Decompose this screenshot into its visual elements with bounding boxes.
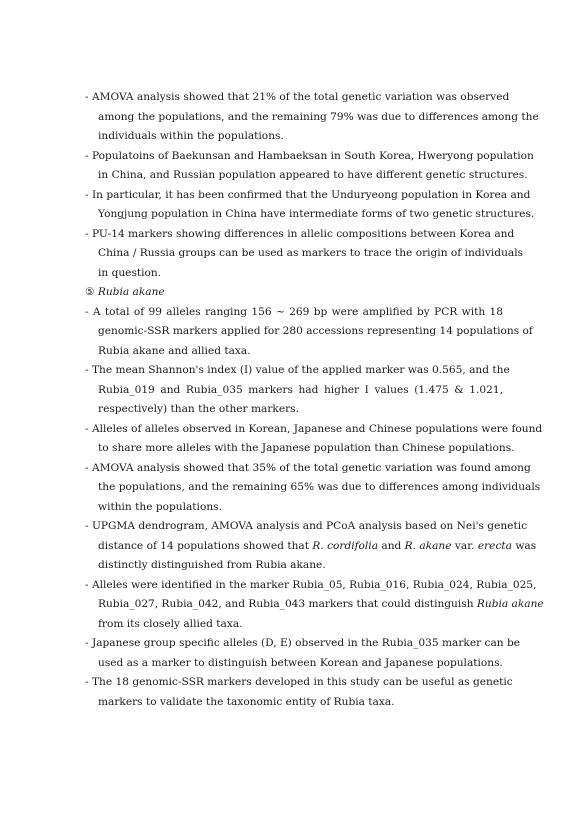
continuation-line-text [98, 537, 537, 557]
continuation-line-text: individuals within the populations. [98, 130, 284, 142]
text-line [0, 634, 587, 654]
text-segment: Rubia_027, Rubia_042, and Rubia_043 markers that could distinguish [98, 598, 477, 610]
bullet-line-text: - Japanese group specific alleles (D, E) observed in the Rubia_035 marker can be [85, 637, 521, 649]
continuation-line-text: among the populations, and the remaining 79% was due to differences among the [98, 110, 539, 123]
text-line [0, 693, 587, 713]
text-segment: and [378, 539, 405, 552]
text-line [0, 595, 587, 615]
text-line [0, 205, 587, 225]
text-line [0, 225, 587, 245]
text-line [0, 147, 587, 167]
document-body [0, 88, 587, 712]
text-line [0, 615, 587, 635]
continuation-line-text: distinctly distinguished from Rubia akane. [98, 559, 326, 571]
text-line [0, 244, 587, 264]
bullet-line-text: - In particular, it has been confirmed that the Unduryeong population in Korea and [85, 188, 531, 201]
text-line [0, 108, 587, 128]
text-line [0, 166, 587, 186]
continuation-line-text [98, 595, 544, 615]
bullet-line-text: - The mean Shannon's index (I) value of the applied marker was 0.565, and the [85, 364, 510, 376]
continuation-line-text: to share more alleles with the Japanese population than Chinese populations. [98, 442, 515, 454]
continuation-line-text: Rubia akane and allied taxa. [98, 344, 251, 357]
section-heading-text [85, 283, 165, 303]
continuation-line-text: Rubia_019 and Rubia_035 markers had higher I values (1.475 & 1.021, [98, 383, 503, 396]
text-segment: distance of 14 populations showed that [98, 539, 313, 552]
bullet-line-text: - The 18 genomic-SSR markers developed in this study can be useful as genetic [85, 676, 513, 688]
bullet-line-text: - UPGMA dendrogram, AMOVA analysis and PCoA analysis based on Nei's genetic [85, 520, 528, 532]
text-line [0, 439, 587, 459]
text-line [0, 88, 587, 108]
text-line [0, 537, 587, 557]
bullet-line-text: - A total of 99 alleles ranging 156 ~ 269 bp were amplified by PCR with 18 [85, 305, 503, 318]
continuation-line-text: used as a marker to distinguish between Korean and Japanese populations. [98, 656, 503, 669]
continuation-line-text: markers to validate the taxonomic entity of Rubia taxa. [98, 695, 395, 708]
italic-term: Rubia akane [476, 598, 544, 610]
text-line [0, 342, 587, 362]
section-number: ⑤ [85, 286, 95, 298]
continuation-line-text: in question. [98, 266, 162, 279]
bullet-line-text: - Alleles were identified in the marker Rubia_05, Rubia_016, Rubia_024, Rubia_025, [85, 578, 537, 591]
bullet-line-text: - AMOVA analysis showed that 21% of the total genetic variation was observed [85, 91, 510, 103]
continuation-line-text: in China, and Russian population appeared to have different genetic structures. [98, 169, 528, 181]
text-line [0, 264, 587, 284]
text-line [0, 186, 587, 206]
text-line [0, 322, 587, 342]
text-line [0, 654, 587, 674]
continuation-line-text: respectively) than the other markers. [98, 403, 299, 415]
text-line [0, 556, 587, 576]
text-line [0, 459, 587, 479]
section-title: Rubia akane [97, 286, 165, 298]
text-line [0, 361, 587, 381]
text-line [0, 381, 587, 401]
continuation-line-text: genomic-SSR markers applied for 280 accessions representing 14 populations of [98, 325, 533, 337]
text-line [0, 400, 587, 420]
text-line [0, 478, 587, 498]
italic-term: erecta [477, 539, 512, 552]
bullet-line-text: - PU-14 markers showing differences in allelic compositions between Korea and [85, 227, 515, 240]
bullet-line-text: - Populatoins of Baekunsan and Hambaeksan in South Korea, Hweryong population [85, 149, 534, 162]
italic-term: R. akane [404, 539, 452, 552]
continuation-line-text: from its closely allied taxa. [98, 617, 243, 630]
bullet-line-text: - AMOVA analysis showed that 35% of the total genetic variation was found among [85, 461, 531, 474]
text-line [0, 517, 587, 537]
text-segment: var. [451, 539, 478, 552]
continuation-line-text: Yongjung population in China have intermediate forms of two genetic structures. [98, 208, 535, 220]
text-line [0, 576, 587, 596]
text-segment: was [511, 539, 537, 552]
text-line [0, 498, 587, 518]
text-line [0, 420, 587, 440]
text-line [0, 127, 587, 147]
text-line [0, 673, 587, 693]
italic-term: R. cordifolia [312, 539, 379, 552]
continuation-line-text: China / Russia groups can be used as markers to trace the origin of individuals [98, 247, 524, 259]
section-heading [0, 283, 587, 303]
text-line [0, 303, 587, 323]
continuation-line-text: within the populations. [98, 500, 222, 513]
continuation-line-text: the populations, and the remaining 65% was due to differences among individuals [98, 481, 541, 493]
bullet-line-text: - Alleles of alleles observed in Korean, Japanese and Chinese populations were found [85, 422, 543, 435]
